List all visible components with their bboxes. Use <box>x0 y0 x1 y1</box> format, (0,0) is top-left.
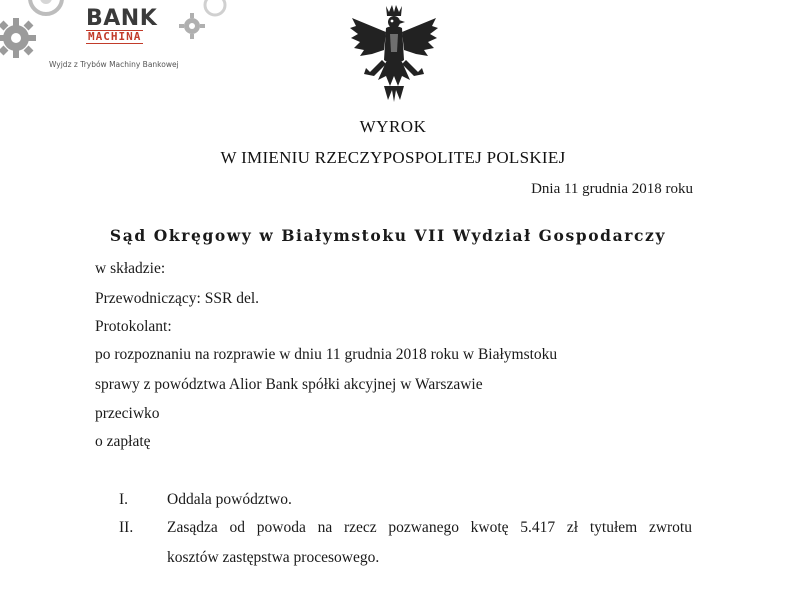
ruling-item-text: Oddala powództwo. <box>167 491 292 508</box>
body-line: po rozpoznaniu na rozprawie w dniu 11 grudnia 2018 roku w Białymstoku <box>95 346 558 363</box>
body-line: sprawy z powództwa Alior Bank spółki akcyjnej w Warszawie <box>95 376 483 393</box>
ruling-item-text: Zasądza od powoda na rzecz pozwanego kwotę 5.417 zł tytułem zwrotu <box>167 519 692 536</box>
body-line: w składzie: <box>95 260 166 277</box>
logo-tagline: Wyjdz z Trybów Machiny Bankowej <box>49 60 179 69</box>
body-line: o zapłatę <box>95 433 151 450</box>
document-subtitle: W IMIENIU RZECZYPOSPOLITEJ POLSKIEJ <box>220 148 566 167</box>
ruling-item-number: I. <box>119 491 129 508</box>
logo-machina-text: MACHINA <box>88 30 142 43</box>
body-line: Protokolant: <box>95 318 172 335</box>
bank-machina-logo <box>0 0 240 80</box>
logo-bank-text: BANK <box>86 6 158 31</box>
body-line: przeciwko <box>95 405 160 422</box>
body-line: Przewodniczący: SSR del. <box>95 290 260 307</box>
ruling-item-text-continued: kosztów zastępstwa procesowego. <box>167 549 380 566</box>
court-name-text: Sąd Okręgowy w Białymstoku VII Wydział Gospodarczy <box>109 226 667 245</box>
document-date: Dnia 11 grudnia 2018 roku <box>531 181 693 197</box>
document-title: WYROK <box>359 117 427 136</box>
gear-icon <box>18 0 74 26</box>
ruling-item-number: II. <box>119 519 134 536</box>
gear-icon <box>200 0 230 20</box>
court-name <box>0 226 786 245</box>
polish-eagle-emblem-icon <box>348 2 440 102</box>
